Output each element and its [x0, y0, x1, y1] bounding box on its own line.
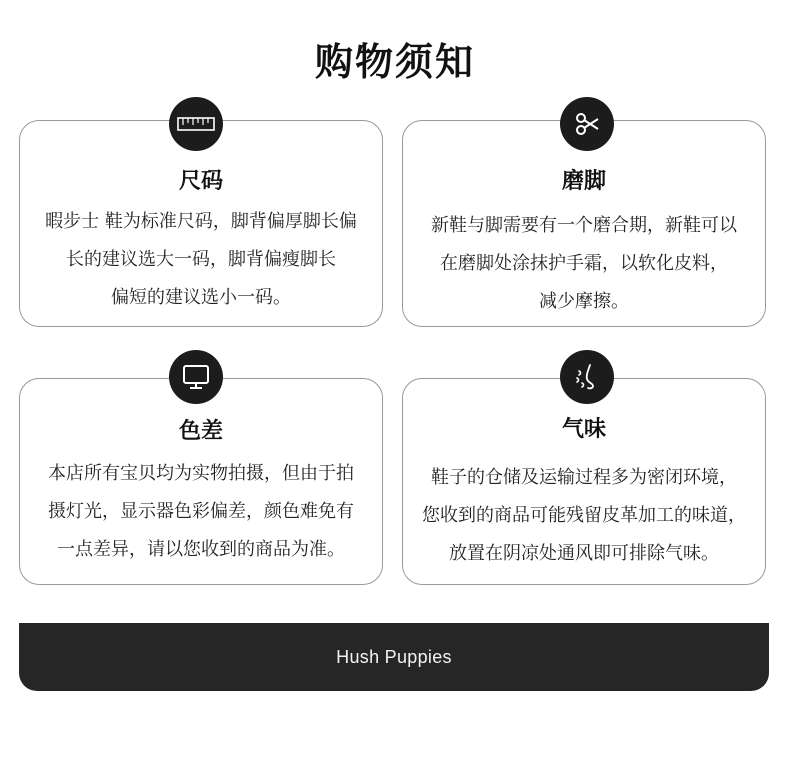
card-body-line: 您收到的商品可能残留皮革加工的味道， [422, 505, 746, 526]
card-rubbing [402, 120, 766, 327]
nose-smell-icon [560, 350, 614, 404]
card-body-line: 本店所有宝贝均为实物拍摄，但由于拍 [48, 463, 354, 484]
card-body-line: 偏短的建议选小一码。 [111, 287, 291, 308]
card-body [24, 203, 378, 317]
page-title: 购物须知 [314, 40, 475, 84]
card-smell [402, 378, 766, 585]
brand-footer-bar [19, 623, 769, 691]
card-body-line: 一点差异，请以您收到的商品为准。 [57, 539, 345, 560]
card-body-line: 暇步士 鞋为标准尺码，脚背偏厚脚长偏 [45, 211, 357, 232]
card-body-line: 在磨脚处涂抹护手霜，以软化皮料， [440, 253, 728, 274]
card-body-line: 新鞋与脚需要有一个磨合期，新鞋可以 [431, 215, 737, 236]
card-body-line: 长的建议选大一码，脚背偏瘦脚长 [66, 249, 336, 270]
card-size [19, 120, 383, 327]
card-body [407, 207, 761, 321]
card-title: 气味 [561, 417, 606, 442]
card-title: 磨脚 [561, 169, 606, 194]
brand-name: Hush Puppies [336, 646, 452, 667]
card-body [24, 455, 378, 569]
card-body [407, 459, 761, 573]
monitor-icon [169, 350, 223, 404]
card-color-difference [19, 378, 383, 585]
card-body-line: 摄灯光，显示器色彩偏差，颜色难免有 [48, 501, 354, 522]
card-body-line: 鞋子的仓储及运输过程多为密闭环境， [431, 467, 737, 488]
scissors-icon [560, 97, 614, 151]
card-body-line: 放置在阴凉处通风即可排除气味。 [449, 543, 719, 564]
card-title: 色差 [178, 419, 223, 444]
card-title: 尺码 [178, 169, 223, 194]
ruler-icon [169, 97, 223, 151]
card-body-line: 减少摩擦。 [539, 291, 629, 312]
